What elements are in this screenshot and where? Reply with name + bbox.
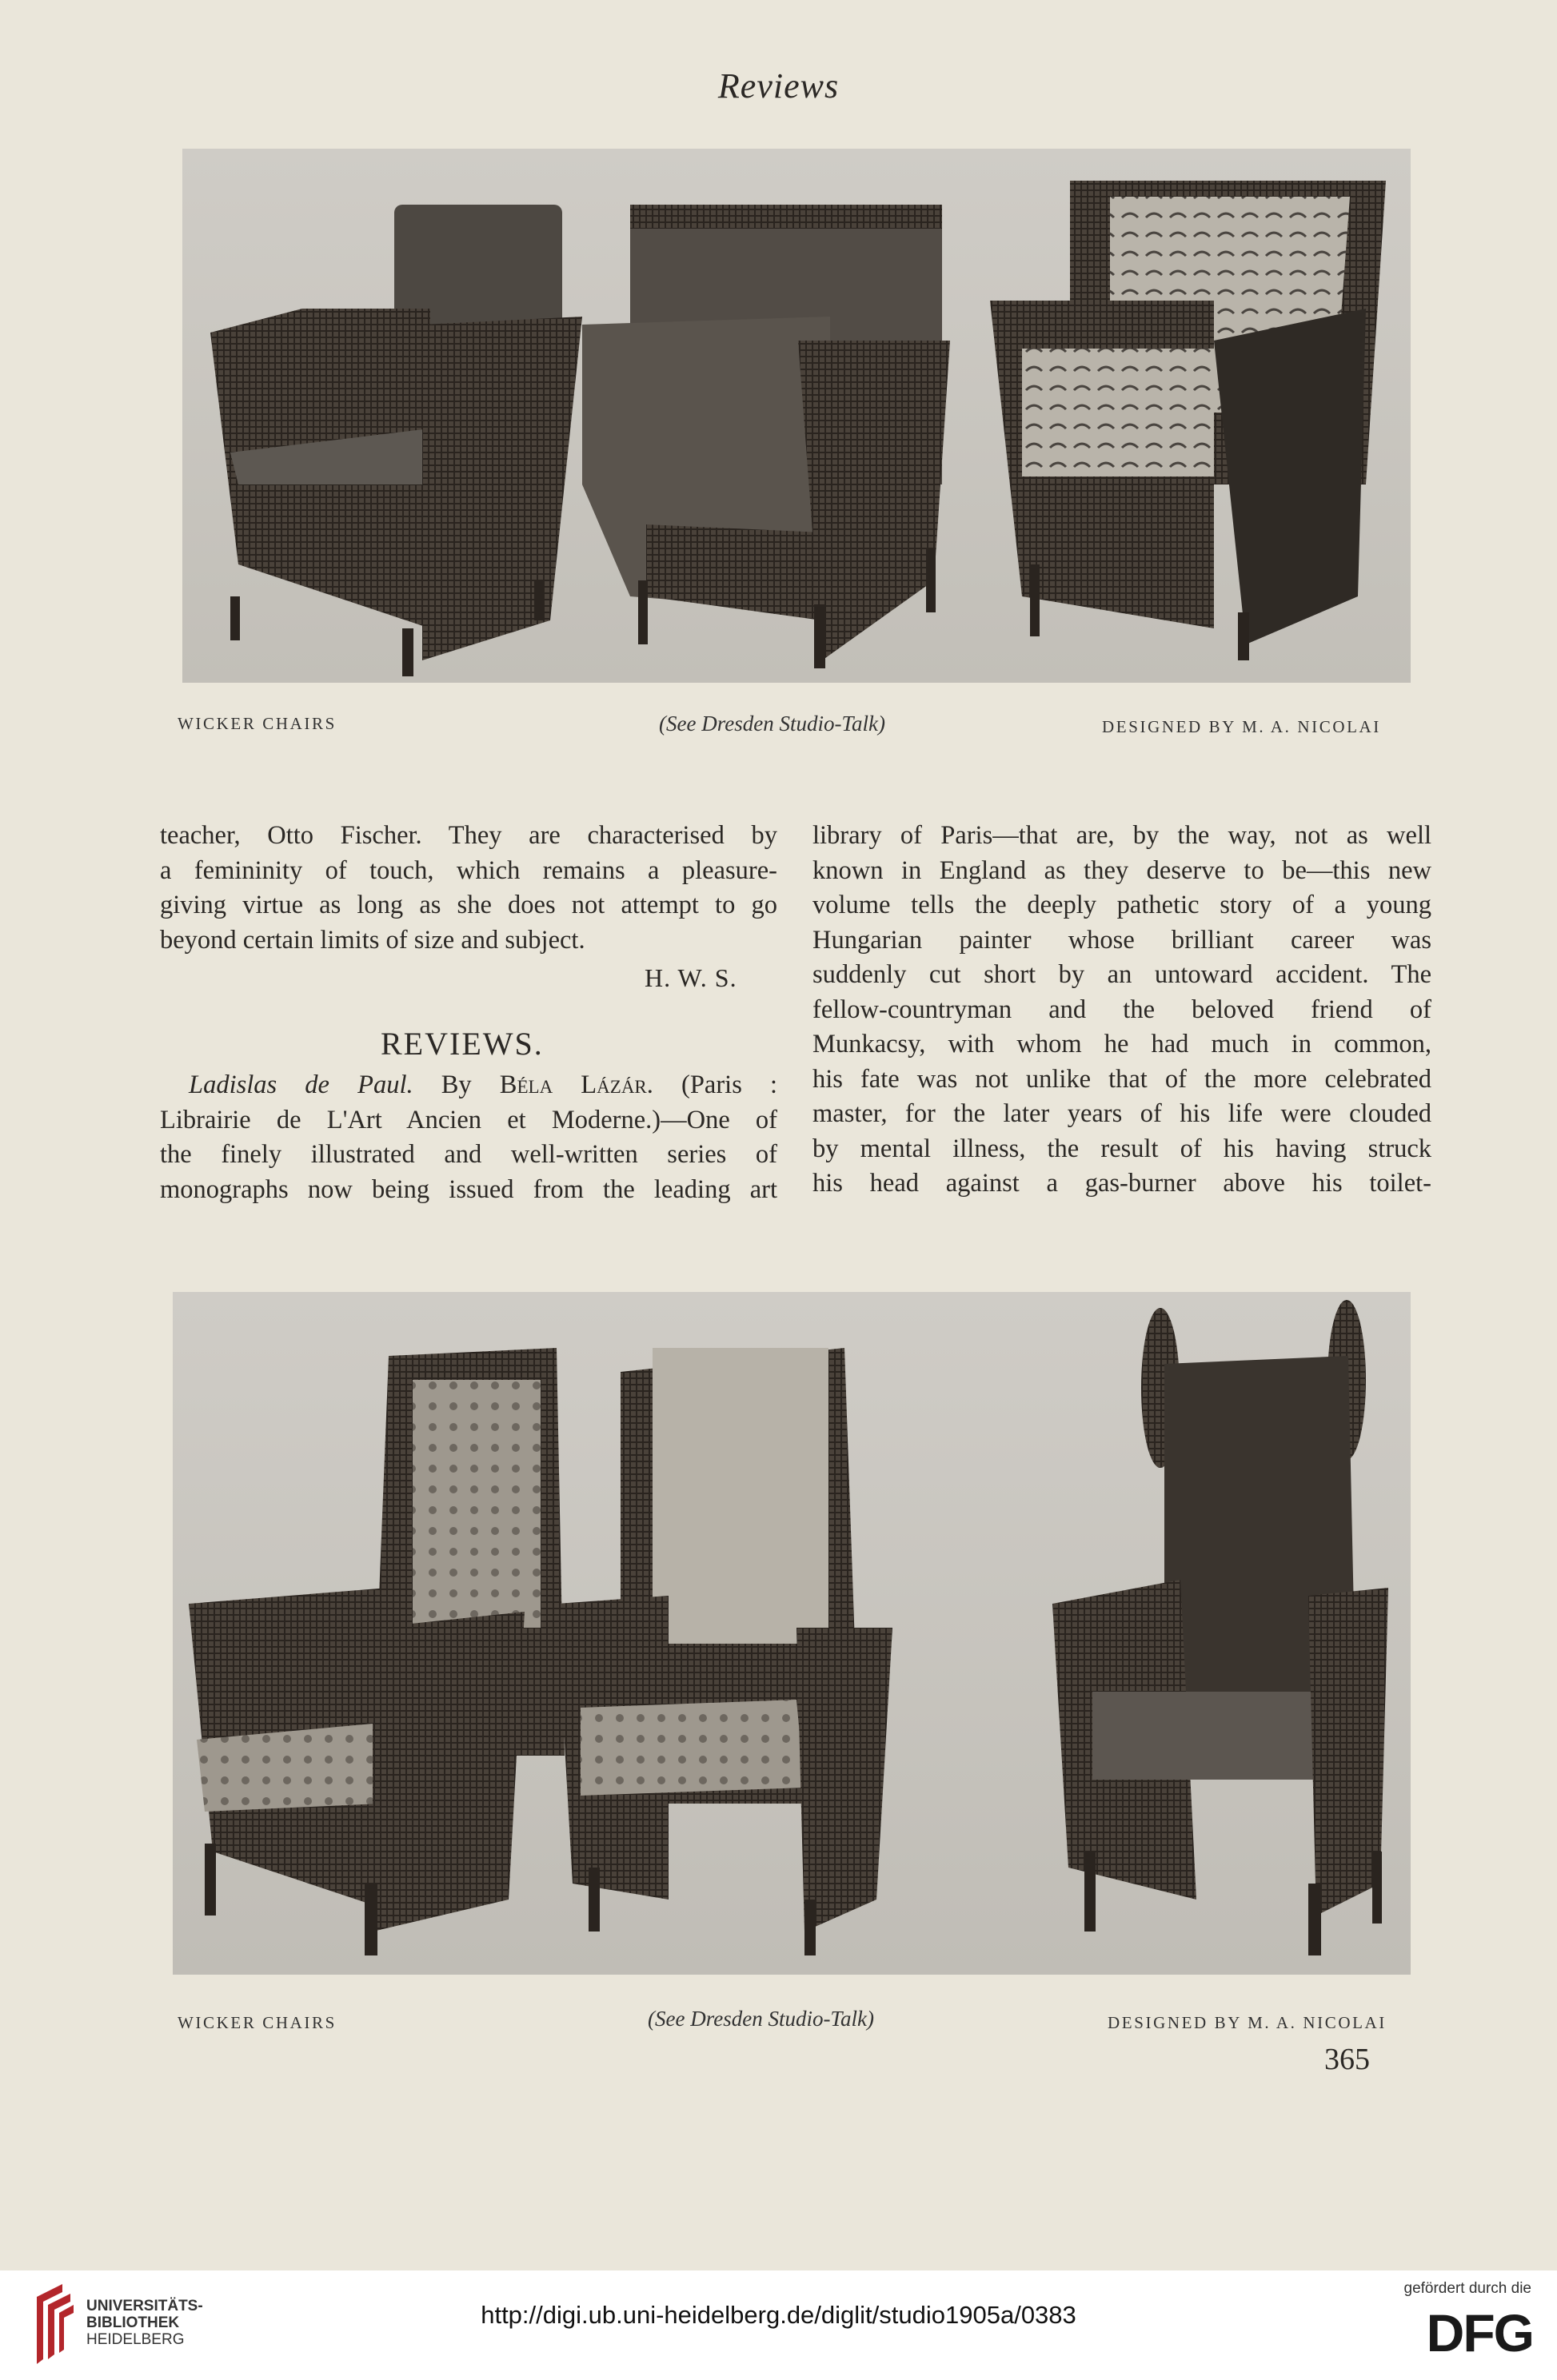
section-heading: REVIEWS. bbox=[381, 1026, 544, 1062]
left-column-paragraph bbox=[160, 819, 777, 958]
library-name-line: BIBLIOTHEK bbox=[86, 2314, 180, 2331]
right-column bbox=[812, 819, 1431, 1202]
text-line: beyond certain limits of size and subject. bbox=[160, 925, 585, 955]
text-line: library of Paris—that are, by the way, not as well bbox=[812, 821, 1431, 850]
text-line: Librairie de L'Art Ancien et Moderne.)—One of bbox=[160, 1105, 777, 1134]
text-line: by mental illness, the result of his having struck bbox=[812, 1134, 1431, 1163]
review-first-line bbox=[160, 1068, 777, 1103]
wicker-chairs-top-image bbox=[182, 149, 1411, 683]
text-line: master, for the later years of his life were clouded bbox=[812, 1099, 1431, 1128]
plate-bottom-photograph bbox=[173, 1292, 1411, 1975]
plate-bottom-caption-mid: (See Dresden Studio-Talk) bbox=[648, 2007, 874, 2031]
page-number: 365 bbox=[1324, 2043, 1370, 2076]
text-line: teacher, Otto Fischer. They are characterised by bbox=[160, 821, 777, 850]
sponsor-text: gefördert durch die bbox=[1403, 2280, 1531, 2297]
text-line: monographs now being issued from the leading art bbox=[160, 1174, 777, 1204]
plate-bottom-caption-right: DESIGNED BY M. A. NICOLAI bbox=[1108, 2013, 1387, 2032]
dfg-logo: DFG bbox=[1426, 2303, 1533, 2362]
text-line: Munkacsy, with whom he had much in common, bbox=[812, 1030, 1431, 1058]
text-line: his head against a gas-burner above his toilet- bbox=[812, 1169, 1431, 1198]
text-line: volume tells the deeply pathetic story of a young bbox=[812, 891, 1431, 919]
text-line: giving virtue as long as she does not attempt to go bbox=[160, 891, 777, 919]
review-author: Béla Lázár. bbox=[499, 1070, 653, 1099]
plate-top-photograph bbox=[182, 149, 1411, 683]
plate-top-caption-mid: (See Dresden Studio-Talk) bbox=[659, 712, 885, 736]
signature: H. W. S. bbox=[645, 963, 737, 992]
plate-top-caption-right: DESIGNED BY M. A. NICOLAI bbox=[1102, 717, 1381, 736]
plate-bottom-caption-left: WICKER CHAIRS bbox=[178, 2013, 337, 2032]
text-line: his fate was not unlike that of the more celebrated bbox=[812, 1064, 1431, 1094]
text-line: the finely illustrated and well-written series of bbox=[160, 1140, 777, 1169]
text-line: a femininity of touch, which remains a pleasure- bbox=[160, 855, 777, 885]
running-head: Reviews bbox=[717, 66, 840, 106]
text-line: suddenly cut short by an untoward accident. The bbox=[812, 960, 1431, 989]
review-by: By bbox=[441, 1070, 472, 1099]
library-name-line: UNIVERSITÄTS- bbox=[86, 2298, 203, 2314]
wicker-chairs-bottom-image bbox=[173, 1292, 1411, 1975]
text-line: Hungarian painter whose brilliant career was bbox=[812, 925, 1431, 955]
plate-top-caption-left: WICKER CHAIRS bbox=[178, 714, 337, 733]
review-title: Ladislas de Paul. bbox=[189, 1070, 413, 1099]
review-publisher-open: (Paris : bbox=[681, 1070, 777, 1099]
text-line: fellow-countryman and the beloved friend of bbox=[812, 995, 1431, 1024]
review-entry bbox=[160, 1068, 777, 1207]
text-line: known in England as they deserve to be—this new bbox=[812, 855, 1431, 885]
source-url-link[interactable]: http://digi.ub.uni-heidelberg.de/diglit/studio1905a/0383 bbox=[481, 2301, 1076, 2329]
library-name-line: HEIDELBERG bbox=[86, 2331, 185, 2348]
